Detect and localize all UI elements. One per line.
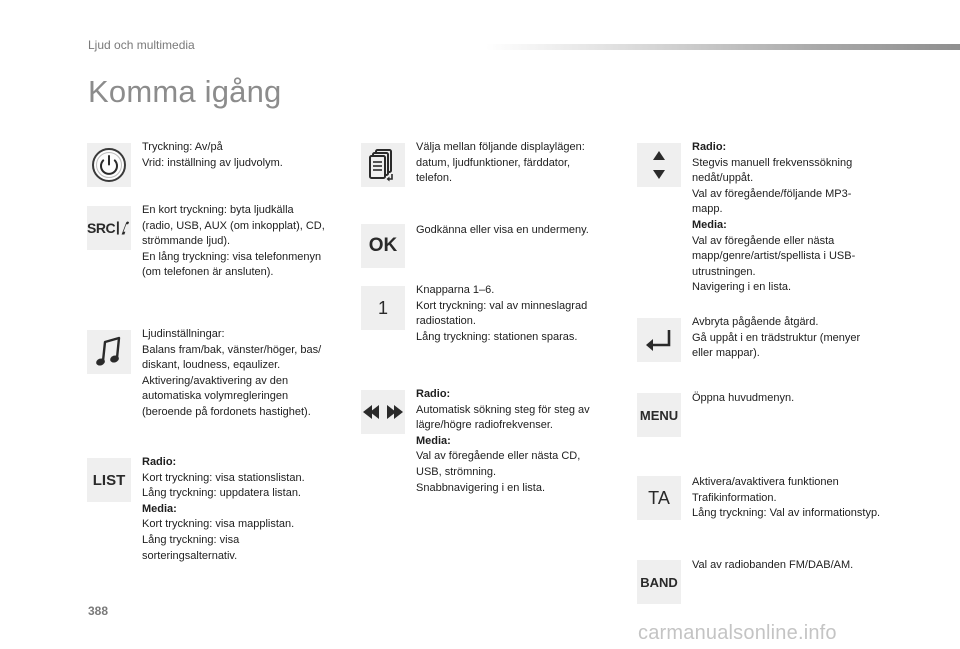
band-button-icon: BAND xyxy=(637,560,681,604)
src-description: En kort tryckning: byta ljudkälla (radio, USB, AUX (om inkopplat), CD, strömmande ljud). En lång tryckning: visa telefonmenyn (om telefonen är ansluten). xyxy=(142,204,325,279)
up-down-arrows-icon xyxy=(637,143,681,187)
band-description: Val av radiobanden FM/DAB/AM. xyxy=(692,559,854,571)
menu-button-icon: MENU xyxy=(637,393,681,437)
ok-button-icon: OK xyxy=(361,224,405,268)
ok-description: Godkänna eller visa en undermeny. xyxy=(416,224,589,236)
page-number: 388 xyxy=(88,604,109,618)
audio-description: Ljudinställningar: Balans fram/bak, vänster/höger, bas/ diskant, loudness, eqaulizer. Aktivering/avaktivering av den automatiska volymregleringen (beroende på fordonets hastighet). xyxy=(142,328,322,418)
ta-button-icon: TA xyxy=(637,476,681,520)
display-mode-icon xyxy=(361,143,405,187)
seek-description: Radio: Automatisk sökning steg för steg av lägre/högre radiofrekvenser. Media: Val av föregående eller nästa CD, USB, strömning. Snabbnavigering i en lista. xyxy=(416,388,590,494)
section-label: Ljud och multimedia xyxy=(88,38,195,52)
list-description: Radio: Kort tryckning: visa stationslistan. Lång tryckning: uppdatera listan. Media: Kort tryckning: visa mapplistan. Lång tryckning: visa sorteringsalternativ. xyxy=(142,456,305,562)
ta-description: Aktivera/avaktivera funktionen Trafikinformation. Lång tryckning: Val av informationstyp. xyxy=(692,476,881,520)
seek-arrows-icon xyxy=(361,390,405,434)
preset-1-icon: 1 xyxy=(361,286,405,330)
music-note-icon xyxy=(87,330,131,374)
watermark: carmanualsonline.info xyxy=(638,622,837,644)
menu-description: Öppna huvudmenyn. xyxy=(692,392,795,404)
source-phone-icon xyxy=(87,206,131,250)
back-return-icon xyxy=(637,318,681,362)
power-description: Tryckning: Av/på Vrid: inställning av ljudvolym. xyxy=(142,141,283,169)
preset-description: Knapparna 1–6. Kort tryckning: val av minneslagrad radiostation. Lång tryckning: stationen sparas. xyxy=(416,284,588,343)
up-down-description: Radio: Stegvis manuell frekvenssökning nedåt/uppåt. Val av föregående/följande MP3- mapp. Media: Val av föregående eller nästa mapp/genre/artist/spellista i USB- utrustningen. Navigering i en lista. xyxy=(692,141,856,294)
display-description: Välja mellan följande displaylägen: datum, ljudfunktioner, färddator, telefon. xyxy=(416,141,585,185)
page-title: Komma igång xyxy=(88,74,282,109)
list-button-icon: LIST xyxy=(87,458,131,502)
header-gradient-bar xyxy=(486,44,960,50)
power-icon xyxy=(87,143,131,187)
back-description: Avbryta pågående åtgärd. Gå uppåt i en trädstruktur (menyer eller mappar). xyxy=(692,316,861,360)
src-label: SRC xyxy=(87,220,116,236)
